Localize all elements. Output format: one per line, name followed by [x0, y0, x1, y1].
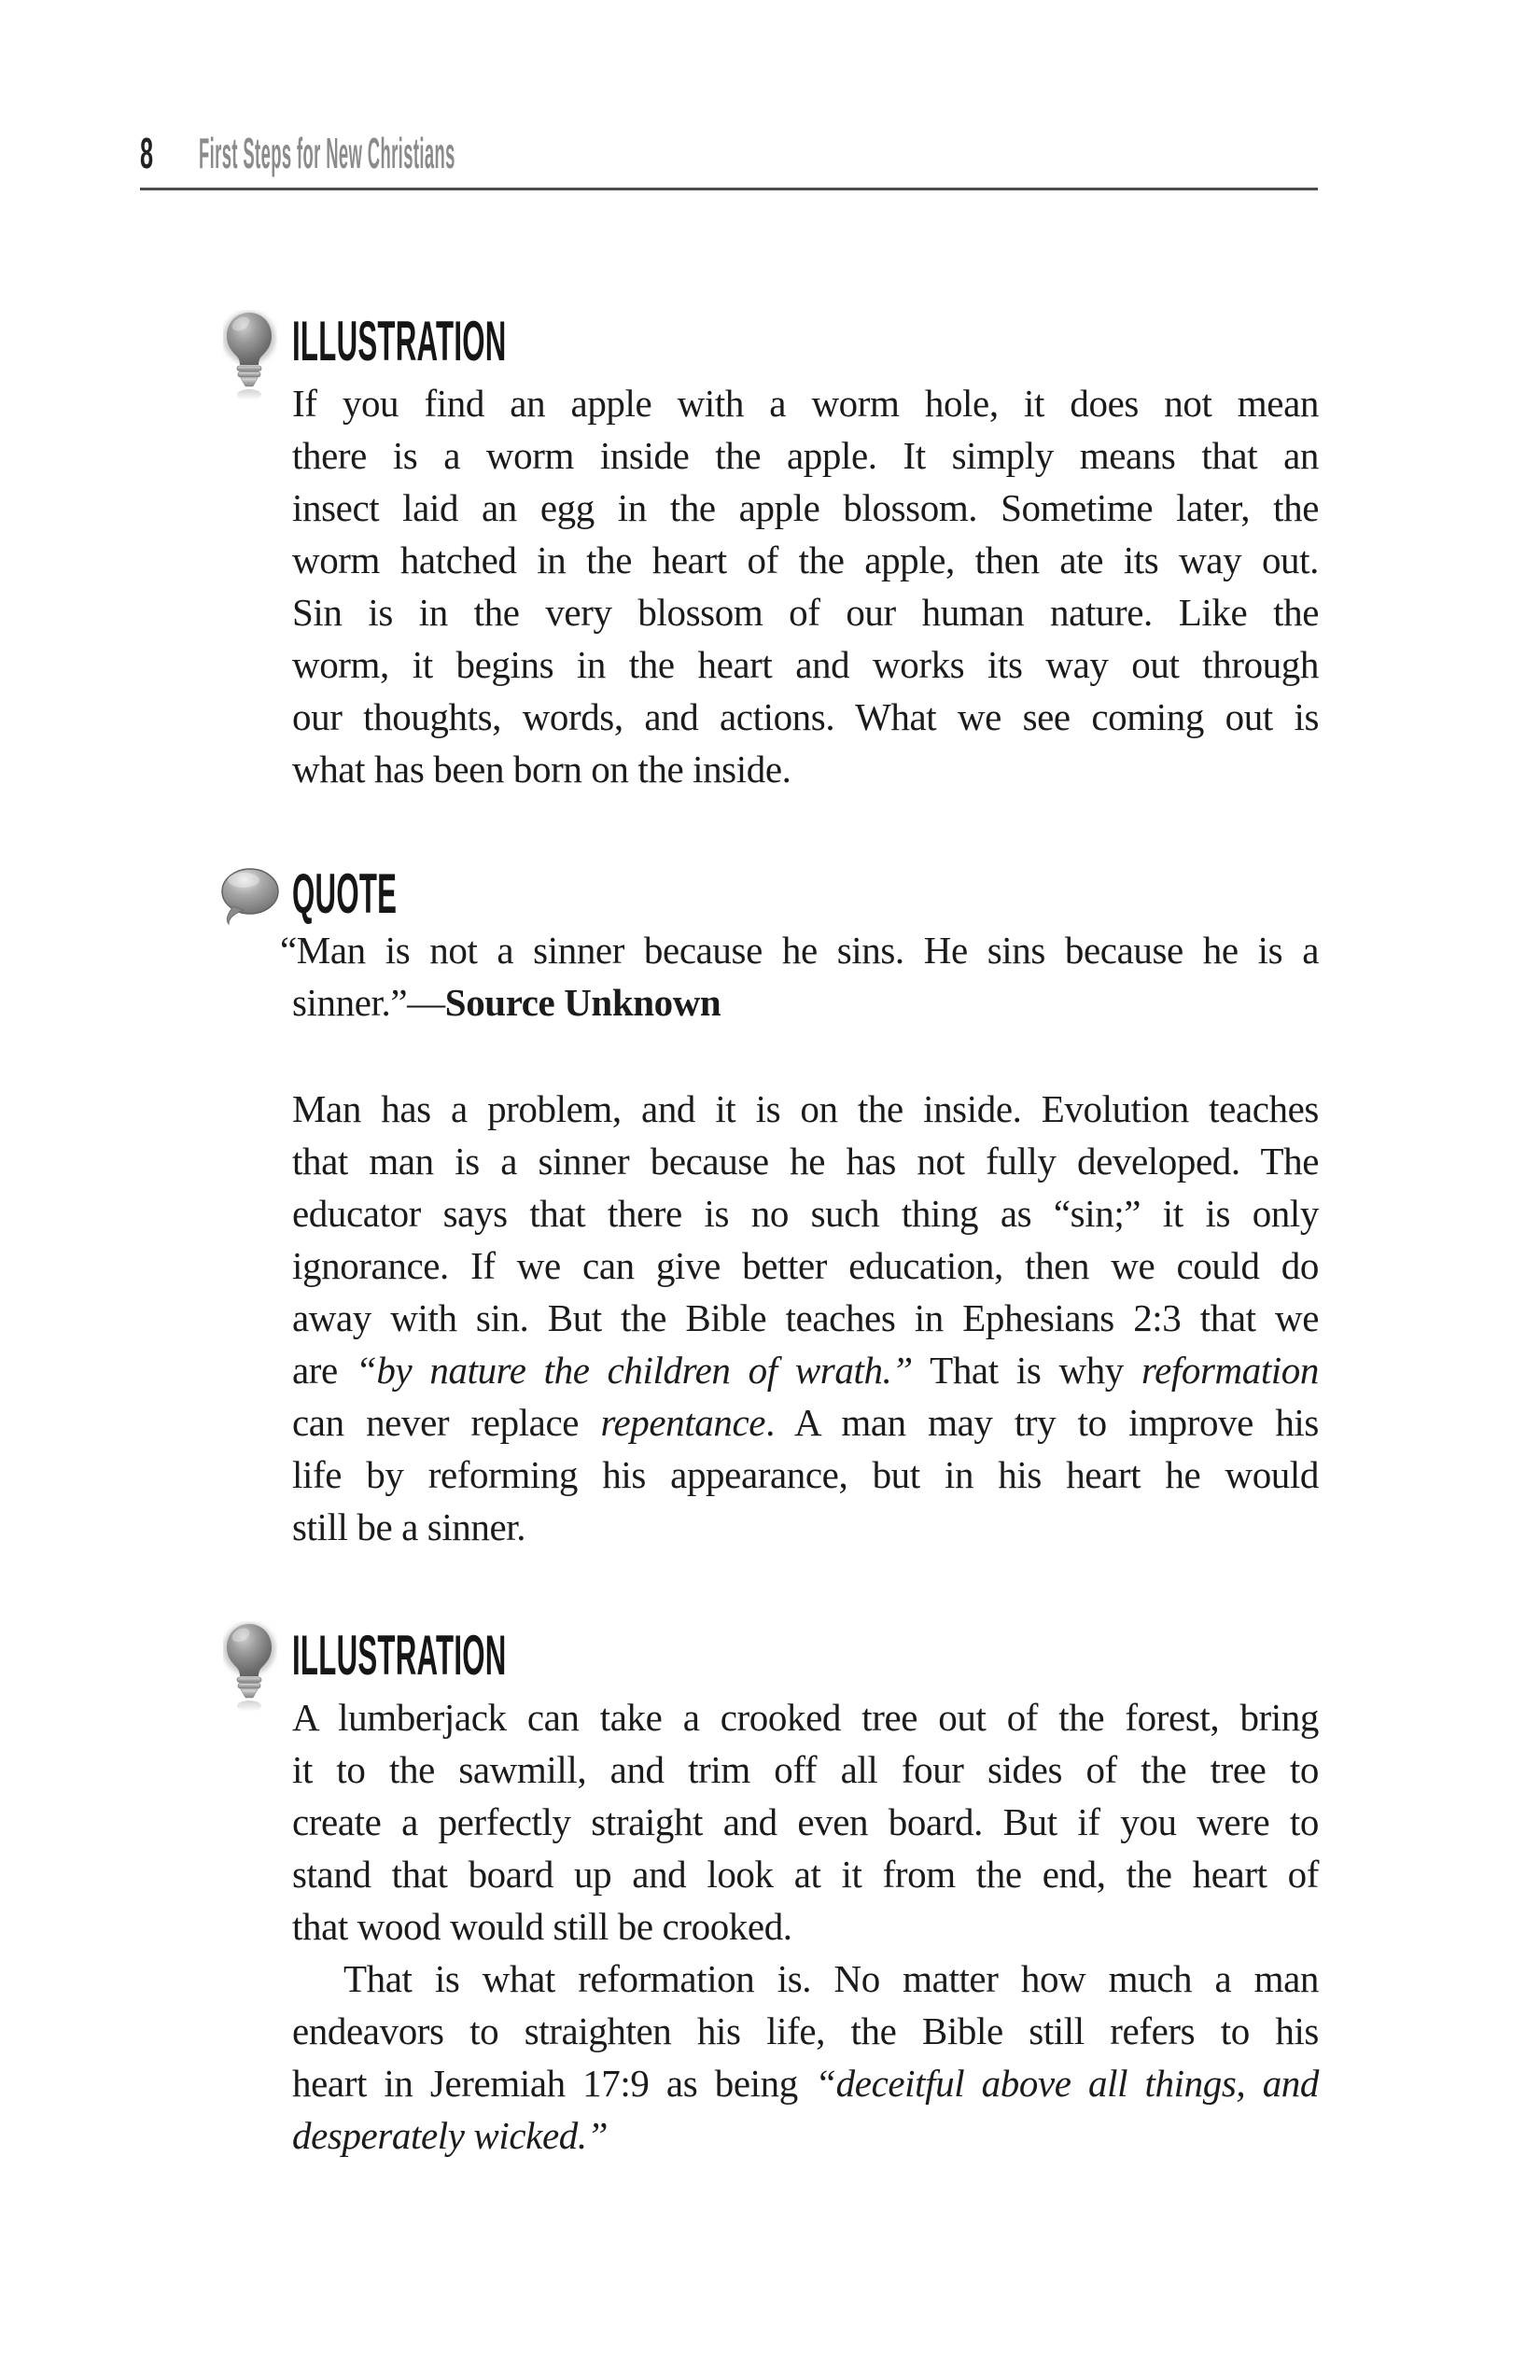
text-line: A lumberjack can take a crooked tree out of the forest, bring [292, 1696, 1319, 1739]
text-line [292, 2109, 1319, 2162]
text-line: our thoughts, words, and actions. What we see coming out is [292, 695, 1319, 738]
text-line: If you find an apple with a worm hole, it does not mean [292, 382, 1319, 425]
text-line: endeavors to straighten his life, the Bible still refers to his [292, 2009, 1319, 2052]
text-line: stand that board up and look at it from the end, the heart of [292, 1853, 1319, 1896]
running-title [199, 129, 840, 177]
paragraph-illustration-2a [292, 1691, 1319, 1953]
header-rule [140, 188, 1318, 190]
text-line: “Man is not a sinner because he sins. He sins because he is a [280, 929, 1319, 972]
text-line: That is what reformation is. No matter how much a man [343, 1957, 1319, 2000]
lightbulb-icon [223, 1621, 277, 1715]
text-line: that wood would still be crooked. [292, 1905, 792, 1948]
text-line: there is a worm inside the apple. It simply means that an [292, 434, 1319, 477]
text-line: Man has a problem, and it is on the inside. Evolution teaches [292, 1087, 1319, 1130]
italic-text: reformation [1141, 1349, 1320, 1392]
text-line: what has been born on the inside. [292, 748, 791, 791]
text-line: heart in Jeremiah 17:9 as being “deceitful above all things, and [292, 2062, 1319, 2105]
section-heading-quote: QUOTE [292, 862, 398, 925]
text-line: still be a sinner. [292, 1505, 526, 1548]
page-number-text: 8 [140, 129, 154, 177]
text-line: away with sin. But the Bible teaches in Ephesians 2:3 that we [292, 1296, 1319, 1339]
italic-text: desperately wicked.” [292, 2114, 609, 2157]
text-line: are “by nature the children of wrath.” That is why reformation [292, 1349, 1320, 1392]
italic-text: “by nature the children of wrath.” [355, 1349, 913, 1392]
text-line: that man is a sinner because he has not fully developed. The [292, 1140, 1319, 1183]
text-line: it to the sawmill, and trim off all four sides of the tree to [292, 1748, 1319, 1791]
bold-text: Source Unknown [444, 981, 721, 1024]
section-heading-illustration-1: ILLUSTRATION [292, 310, 507, 372]
running-title-text: First Steps for New Christians [199, 129, 455, 177]
text-line: worm hatched in the heart of the apple, then ate its way out. [292, 539, 1319, 581]
page-number [140, 129, 164, 177]
text-line: life by reforming his appearance, but in his heart he would [292, 1453, 1319, 1496]
text-line: sinner.”—Source Unknown [292, 981, 721, 1024]
paragraph-body [292, 1083, 1319, 1553]
italic-text: “deceitful above all things, and [815, 2062, 1319, 2105]
text-line: ignorance. If we can give better education, then we could do [292, 1244, 1319, 1287]
text-line: educator says that there is no such thing as “sin;” it is only [292, 1192, 1319, 1235]
paragraph-illustration-1 [292, 377, 1319, 795]
section-heading-illustration-2: ILLUSTRATION [292, 1624, 507, 1687]
italic-text: repentance [600, 1401, 766, 1444]
text-line: insect laid an egg in the apple blossom. Sometime later, the [292, 486, 1319, 529]
text-line: Sin is in the very blossom of our human nature. Like the [292, 591, 1319, 634]
paragraph-illustration-2b [292, 1953, 1319, 2162]
lightbulb-icon [223, 310, 277, 403]
paragraph-quote [280, 924, 1319, 1029]
text-line: create a perfectly straight and even board. But if you were to [292, 1800, 1319, 1843]
speech-bubble-icon [213, 864, 284, 926]
text-line: can never replace repentance. A man may try to improve his [292, 1401, 1319, 1444]
text-line: worm, it begins in the heart and works its way out through [292, 643, 1319, 686]
